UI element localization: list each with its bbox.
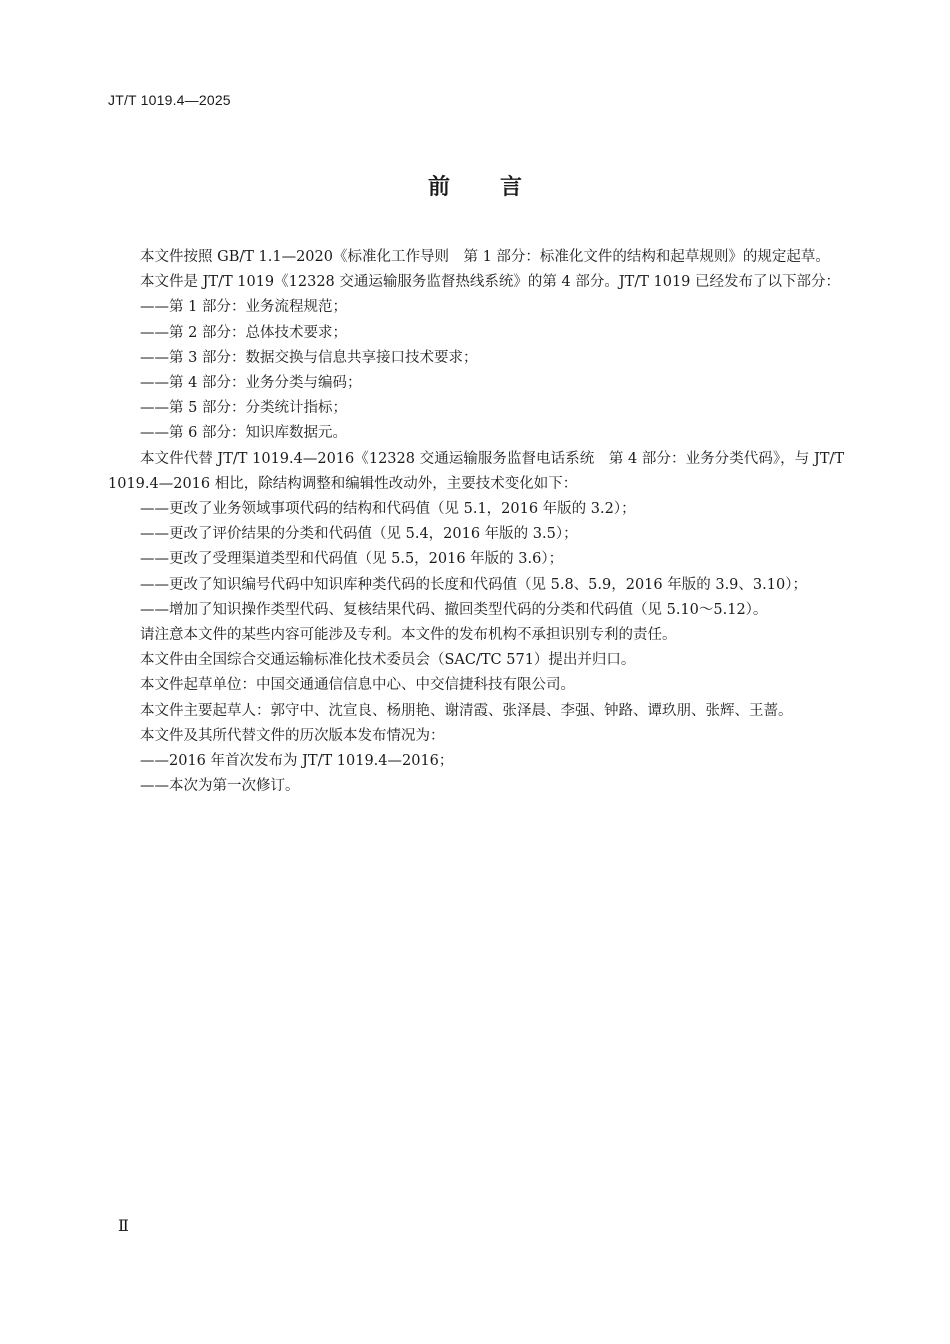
history-list-item: ——本次为第一次修订。	[140, 778, 300, 795]
part-list-item: ——第 6 部分：知识库数据元。	[140, 425, 347, 442]
title-char-1: 前	[427, 175, 450, 200]
part-list-item: ——第 5 部分：分类统计指标；	[140, 400, 347, 417]
page-number: Ⅱ	[118, 1216, 129, 1235]
change-list-item: ——更改了评价结果的分类和代码值（见 5.4，2016 年版的 3.5）；	[140, 526, 578, 543]
paragraph-drafters: 本文件主要起草人：郭守中、沈宣良、杨朋艳、谢清霞、张泽晨、李强、钟路、谭玖朋、张辉、王蔷。	[140, 702, 793, 719]
change-list-item: ——更改了受理渠道类型和代码值（见 5.5，2016 年版的 3.6）；	[140, 551, 564, 568]
history-list-item: ——2016 年首次发布为 JT/T 1019.4—2016；	[140, 753, 454, 770]
paragraph-patent-notice: 请注意本文件的某些内容可能涉及专利。本文件的发布机构不承担识别专利的责任。	[140, 627, 677, 644]
foreword-body	[108, 245, 844, 799]
paragraph-proposer: 本文件由全国综合交通运输标准化技术委员会（SAC/TC 571）提出并归口。	[140, 652, 636, 669]
paragraph-drafting-units: 本文件起草单位：中国交通通信信息中心、中交信捷科技有限公司。	[140, 677, 575, 694]
part-list-item: ——第 4 部分：业务分类与编码；	[140, 375, 362, 392]
part-list-item: ——第 3 部分：数据交换与信息共享接口技术要求；	[140, 349, 478, 366]
part-list-item: ——第 1 部分：业务流程规范；	[140, 299, 347, 316]
change-list-item: ——更改了业务领域事项代码的结构和代码值（见 5.1，2016 年版的 3.2）；	[140, 501, 636, 518]
paragraph-replacement-info: 本文件代替 JT/T 1019.4—2016《12328 交通运输服务监督电话系统 第 4 部分：业务分类代码》，与 JT/T 1019.4—2016 相比，除结构调整和编辑性改动外，主要技术变化如下：	[108, 450, 844, 492]
title-char-2: 言	[500, 175, 523, 200]
change-list-item: ——更改了知识编号代码中知识库种类代码的长度和代码值（见 5.8、5.9，2016 年版的 3.9、3.10）；	[140, 576, 807, 593]
paragraph-series-info: 本文件是 JT/T 1019《12328 交通运输服务监督热线系统》的第 4 部分。JT/T 1019 已经发布了以下部分：	[140, 274, 840, 291]
paragraph-drafting-rules: 本文件按照 GB/T 1.1—2020《标准化工作导则 第 1 部分：标准化文件的结构和起草规则》的规定起草。	[140, 249, 830, 265]
paragraph-version-history: 本文件及其所代替文件的历次版本发布情况为：	[140, 727, 445, 744]
page-title	[0, 170, 950, 201]
part-list-item: ——第 2 部分：总体技术要求；	[140, 324, 347, 341]
change-list-item: ——增加了知识操作类型代码、复核结果代码、撤回类型代码的分类和代码值（见 5.10～5.12）。	[140, 601, 768, 618]
document-code-header: JT/T 1019.4—2025	[108, 92, 231, 108]
